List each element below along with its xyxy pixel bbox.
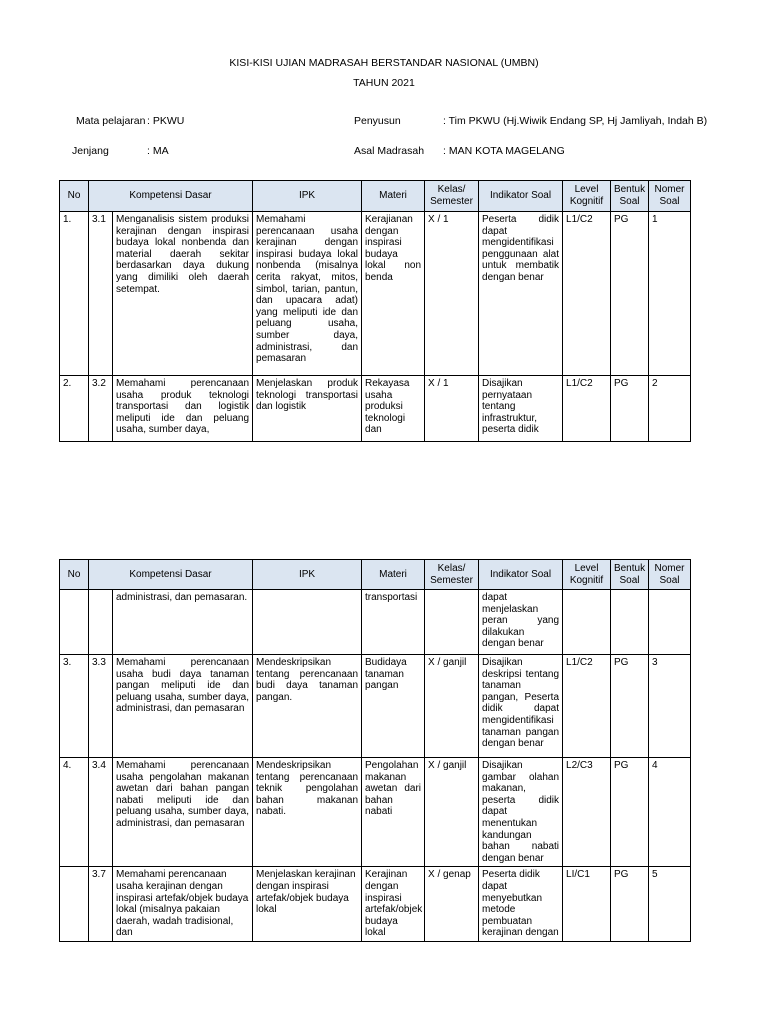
cell-level-kognitif: L2/C3 xyxy=(563,758,611,867)
cell-kompetensi-dasar: Menganalisis sistem produksi kerajinan dengan inspirasi budaya lokal nonbenda dan material daerah sekitar berdasarkan daya dukung yang dimiliki oleh daerah setempat. xyxy=(113,212,253,376)
cell-level-kognitif: L1/C2 xyxy=(563,376,611,442)
author-value: : Tim PKWU (Hj.Wiwik Endang SP, Hj Jamliyah, Indah B) xyxy=(443,115,708,127)
cell-kelas-semester: X / ganjil xyxy=(425,758,479,867)
cell-no: 4. xyxy=(60,758,89,867)
col-kompetensi-dasar: Kompetensi Dasar xyxy=(89,181,253,212)
col-nomer-soal: Nomer Soal xyxy=(649,560,691,590)
cell-ipk: Mendeskripsikan tentang perencanaan budi daya tanaman pangan. xyxy=(253,655,362,758)
table-header-row xyxy=(60,560,691,590)
cell-nomer-soal xyxy=(649,590,691,655)
cell-bentuk-soal: PG xyxy=(611,212,649,376)
cell-level-kognitif xyxy=(563,590,611,655)
cell-ipk: Memahami perencanaan usaha kerajinan dengan inspirasi budaya lokal nonbenda (misalnya cerita rakyat, mitos, simbol, tarian, pantun, dan upacara adat) yang meliputi ide dan peluang usaha, sumber daya, administrasi, dan pemasaran xyxy=(253,212,362,376)
cell-kd-code: 3.1 xyxy=(89,212,113,376)
cell-materi: Rekayasa usaha produksi teknologi dan xyxy=(362,376,425,442)
cell-no: 1. xyxy=(60,212,89,376)
cell-kd-code: 3.7 xyxy=(89,867,113,942)
cell-level-kognitif: LI/C1 xyxy=(563,867,611,942)
level-value: : MA xyxy=(147,145,169,157)
cell-kelas-semester xyxy=(425,590,479,655)
school-value: : MAN KOTA MAGELANG xyxy=(443,145,565,157)
cell-ipk: Mendeskripsikan tentang perencanaan teknik pengolahan bahan makanan nabati. xyxy=(253,758,362,867)
cell-indikator-soal: Disajikan gambar olahan makanan, peserta didik dapat menentukan kandungan bahan nabati dengan benar xyxy=(479,758,563,867)
col-ipk: IPK xyxy=(253,560,362,590)
col-ipk: IPK xyxy=(253,181,362,212)
table-row xyxy=(60,758,691,867)
cell-kompetensi-dasar: Memahami perencanaan usaha budi daya tanaman pangan meliputi ide dan peluang usaha, sumber daya, administrasi, dan pemasaran xyxy=(113,655,253,758)
table-row xyxy=(60,590,691,655)
col-level-kognitif: Level Kognitif xyxy=(563,560,611,590)
cell-materi: Kerajinan dengan inspirasi artefak/objek budaya lokal xyxy=(362,867,425,942)
cell-kelas-semester: X / genap xyxy=(425,867,479,942)
cell-level-kognitif: L1/C2 xyxy=(563,655,611,758)
cell-indikator-soal: dapat menjelaskan peran yang dilakukan dengan benar xyxy=(479,590,563,655)
col-indikator-soal: Indikator Soal xyxy=(479,560,563,590)
col-level-kognitif: Level Kognitif xyxy=(563,181,611,212)
cell-kelas-semester: X / 1 xyxy=(425,376,479,442)
cell-bentuk-soal: PG xyxy=(611,867,649,942)
document-title: KISI-KISI UJIAN MADRASAH BERSTANDAR NASIONAL (UMBN) xyxy=(229,57,539,69)
cell-materi: transportasi xyxy=(362,590,425,655)
cell-nomer-soal: 1 xyxy=(649,212,691,376)
cell-kompetensi-dasar: Memahami perencanaan usaha pengolahan makanan awetan dari bahan pangan nabati meliputi ide dan peluang usaha, sumber daya, administrasi, dan pemasaran xyxy=(113,758,253,867)
author-label: Penyusun xyxy=(354,115,401,127)
cell-indikator-soal: Disajikan deskripsi tentang tanaman pangan, Peserta didik dapat mengidentifikasi tanaman pangan dengan benar xyxy=(479,655,563,758)
table-row xyxy=(60,867,691,942)
col-bentuk-soal: Bentuk Soal xyxy=(611,560,649,590)
cell-kd-code: 3.2 xyxy=(89,376,113,442)
cell-nomer-soal: 3 xyxy=(649,655,691,758)
cell-nomer-soal: 2 xyxy=(649,376,691,442)
table-header-row xyxy=(60,181,691,212)
cell-kompetensi-dasar: Memahami perencanaan usaha kerajinan dengan inspirasi artefak/objek budaya lokal (misalnya pakaian daerah, wadah tradisional, dan xyxy=(113,867,253,942)
cell-bentuk-soal: PG xyxy=(611,758,649,867)
cell-indikator-soal: Disajikan pernyataan tentang infrastruktur, peserta didik xyxy=(479,376,563,442)
col-indikator-soal: Indikator Soal xyxy=(479,181,563,212)
subject-label: Mata pelajaran xyxy=(76,115,146,127)
col-no: No xyxy=(60,560,89,590)
cell-nomer-soal: 5 xyxy=(649,867,691,942)
col-nomer-soal: Nomer Soal xyxy=(649,181,691,212)
document-year: TAHUN 2021 xyxy=(353,77,415,89)
cell-kd-code: 3.4 xyxy=(89,758,113,867)
cell-kompetensi-dasar: administrasi, dan pemasaran. xyxy=(113,590,253,655)
col-kompetensi-dasar: Kompetensi Dasar xyxy=(89,560,253,590)
cell-no xyxy=(60,867,89,942)
cell-no xyxy=(60,590,89,655)
table-row xyxy=(60,212,691,376)
table-row xyxy=(60,376,691,442)
cell-kelas-semester: X / 1 xyxy=(425,212,479,376)
cell-no: 3. xyxy=(60,655,89,758)
cell-indikator-soal: Peserta didik dapat mengidentifikasi penggunaan alat untuk membatik dengan benar xyxy=(479,212,563,376)
cell-nomer-soal: 4 xyxy=(649,758,691,867)
cell-kd-code xyxy=(89,590,113,655)
table-row xyxy=(60,655,691,758)
col-kelas-semester: Kelas/ Semester xyxy=(425,181,479,212)
cell-ipk xyxy=(253,590,362,655)
col-no: No xyxy=(60,181,89,212)
kisi-table-page-1 xyxy=(59,180,691,442)
cell-materi: Kerajianan dengan inspirasi budaya lokal non benda xyxy=(362,212,425,376)
kisi-table-page-2 xyxy=(59,559,691,942)
cell-ipk: Menjelaskan produk teknologi transportasi dan logistik xyxy=(253,376,362,442)
cell-materi: Budidaya tanaman pangan xyxy=(362,655,425,758)
cell-level-kognitif: L1/C2 xyxy=(563,212,611,376)
cell-no: 2. xyxy=(60,376,89,442)
cell-indikator-soal: Peserta didik dapat menyebutkan metode pembuatan kerajinan dengan xyxy=(479,867,563,942)
col-kelas-semester: Kelas/ Semester xyxy=(425,560,479,590)
cell-bentuk-soal xyxy=(611,590,649,655)
cell-kd-code: 3.3 xyxy=(89,655,113,758)
school-label: Asal Madrasah xyxy=(354,145,425,157)
col-materi: Materi xyxy=(362,181,425,212)
cell-kelas-semester: X / ganjil xyxy=(425,655,479,758)
cell-ipk: Menjelaskan kerajinan dengan inspirasi artefak/objek budaya lokal xyxy=(253,867,362,942)
cell-kompetensi-dasar: Memahami perencanaan usaha produk teknologi transportasi dan logistik meliputi ide dan peluang usaha, sumber daya, xyxy=(113,376,253,442)
level-label: Jenjang xyxy=(72,145,109,157)
cell-bentuk-soal: PG xyxy=(611,655,649,758)
subject-value: : PKWU xyxy=(147,115,185,127)
col-bentuk-soal: Bentuk Soal xyxy=(611,181,649,212)
cell-bentuk-soal: PG xyxy=(611,376,649,442)
cell-materi: Pengolahan makanan awetan dari bahan nabati xyxy=(362,758,425,867)
col-materi: Materi xyxy=(362,560,425,590)
